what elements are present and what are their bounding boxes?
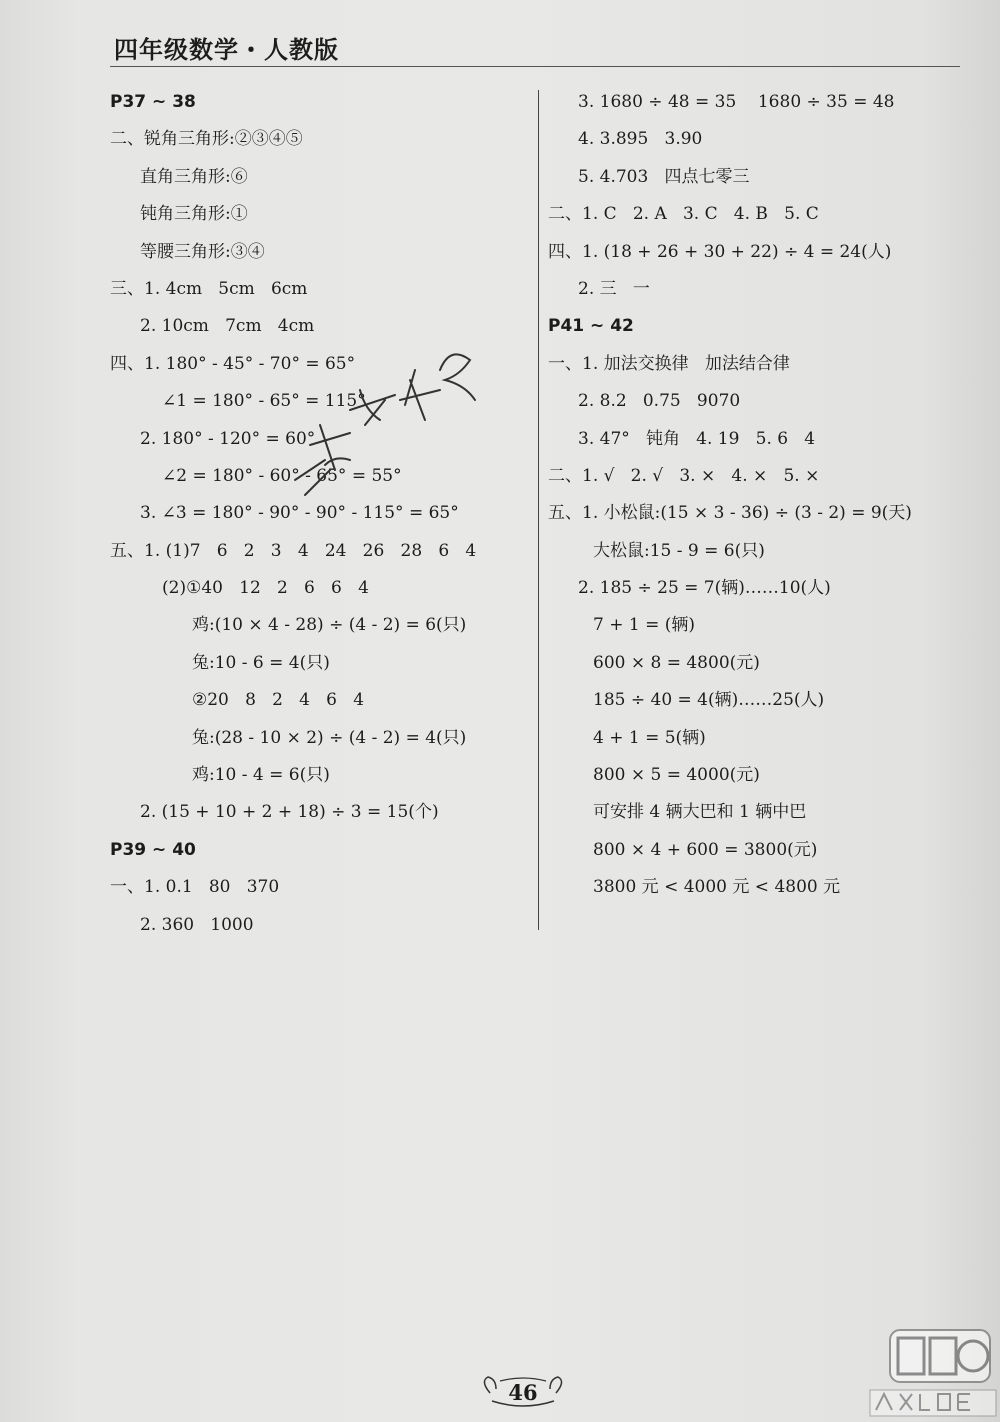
answer-line: 2. 8.2 0.75 9070 bbox=[578, 391, 741, 412]
column-divider bbox=[538, 90, 539, 930]
answer-line: ∠2 = 180° - 60° - 65° = 55° bbox=[162, 465, 402, 486]
answer-line: 4 + 1 = 5(辆) bbox=[593, 727, 706, 748]
answer-line: 鸡:10 - 4 = 6(只) bbox=[192, 765, 330, 786]
answer-line: 五、1. (1)7 6 2 3 4 24 26 28 6 4 bbox=[110, 540, 477, 561]
answer-line: 7 + 1 = (辆) bbox=[593, 615, 695, 636]
answer-line: 四、1. (18 + 26 + 30 + 22) ÷ 4 = 24(人) bbox=[548, 241, 892, 262]
answer-line: 2. 360 1000 bbox=[140, 914, 254, 935]
handwriting-scribble bbox=[290, 330, 500, 500]
answer-line: 鸡:(10 × 4 - 28) ÷ (4 - 2) = 6(只) bbox=[192, 615, 467, 636]
answer-line: 800 × 5 = 4000(元) bbox=[593, 765, 760, 786]
answer-line: 直角三角形:⑥ bbox=[140, 166, 248, 187]
page-number: 46 bbox=[508, 1380, 538, 1405]
answer-line: 2. (15 + 10 + 2 + 18) ÷ 3 = 15(个) bbox=[140, 802, 439, 823]
answer-line: 3. 1680 ÷ 48 = 35 1680 ÷ 35 = 48 bbox=[578, 92, 895, 112]
answer-line: 2. 10cm 7cm 4cm bbox=[140, 316, 315, 337]
answer-line: 大松鼠:15 - 9 = 6(只) bbox=[593, 540, 765, 561]
answer-line: 600 × 8 = 4800(元) bbox=[593, 652, 760, 673]
answer-line: 2. 185 ÷ 25 = 7(辆)……10(人) bbox=[578, 578, 831, 599]
answer-line: 可安排 4 辆大巴和 1 辆中巴 bbox=[593, 802, 807, 823]
answer-line: 3. 47° 钝角 4. 19 5. 6 4 bbox=[578, 428, 816, 449]
answer-line: 800 × 4 + 600 = 3800(元) bbox=[593, 839, 818, 860]
answer-line: P39 ~ 40 bbox=[110, 839, 196, 860]
answer-line: 三、1. 4cm 5cm 6cm bbox=[110, 278, 308, 299]
answer-line: P41 ~ 42 bbox=[548, 316, 634, 337]
answer-line: 四、1. 180° - 45° - 70° = 65° bbox=[110, 353, 356, 374]
answer-line: 二、锐角三角形:②③④⑤ bbox=[110, 129, 303, 150]
answer-line: 兔:10 - 6 = 4(只) bbox=[192, 652, 330, 673]
page-title: 四年级数学・人教版 bbox=[114, 36, 339, 64]
header-divider bbox=[110, 66, 960, 67]
answer-line: 兔:(28 - 10 × 2) ÷ (4 - 2) = 4(只) bbox=[192, 727, 467, 748]
right-column bbox=[548, 84, 968, 907]
answer-line: 3800 元 < 4000 元 < 4800 元 bbox=[593, 877, 841, 898]
answer-line: 185 ÷ 40 = 4(辆)……25(人) bbox=[593, 690, 825, 711]
page-number-badge bbox=[478, 1375, 568, 1411]
answer-line: 2. 三 一 bbox=[578, 278, 650, 299]
answer-line: 钝角三角形:① bbox=[140, 204, 248, 225]
answer-line: ②20 8 2 4 6 4 bbox=[192, 690, 365, 711]
answer-line: 一、1. 0.1 80 370 bbox=[110, 877, 280, 898]
answer-line: ∠1 = 180° - 65° = 115° bbox=[162, 391, 366, 412]
answer-line: 5. 4.703 四点七零三 bbox=[578, 166, 750, 187]
answer-line: P37 ~ 38 bbox=[110, 92, 196, 112]
left-column bbox=[110, 84, 530, 944]
answer-line: 二、1. √ 2. √ 3. × 4. × 5. × bbox=[548, 465, 820, 486]
answer-line: 3. ∠3 = 180° - 90° - 90° - 115° = 65° bbox=[140, 503, 459, 524]
answer-line: 4. 3.895 3.90 bbox=[578, 129, 703, 150]
answer-line: 等腰三角形:③④ bbox=[140, 241, 265, 262]
answer-line: 2. 180° - 120° = 60° bbox=[140, 428, 316, 449]
answer-line: (2)①40 12 2 6 6 4 bbox=[162, 578, 369, 599]
answer-line: 一、1. 加法交换律 加法结合律 bbox=[548, 353, 790, 374]
answer-line: 二、1. C 2. A 3. C 4. B 5. C bbox=[548, 204, 819, 225]
watermark-logo bbox=[860, 1320, 1000, 1422]
answer-line: 五、1. 小松鼠:(15 × 3 - 36) ÷ (3 - 2) = 9(天) bbox=[548, 503, 912, 524]
